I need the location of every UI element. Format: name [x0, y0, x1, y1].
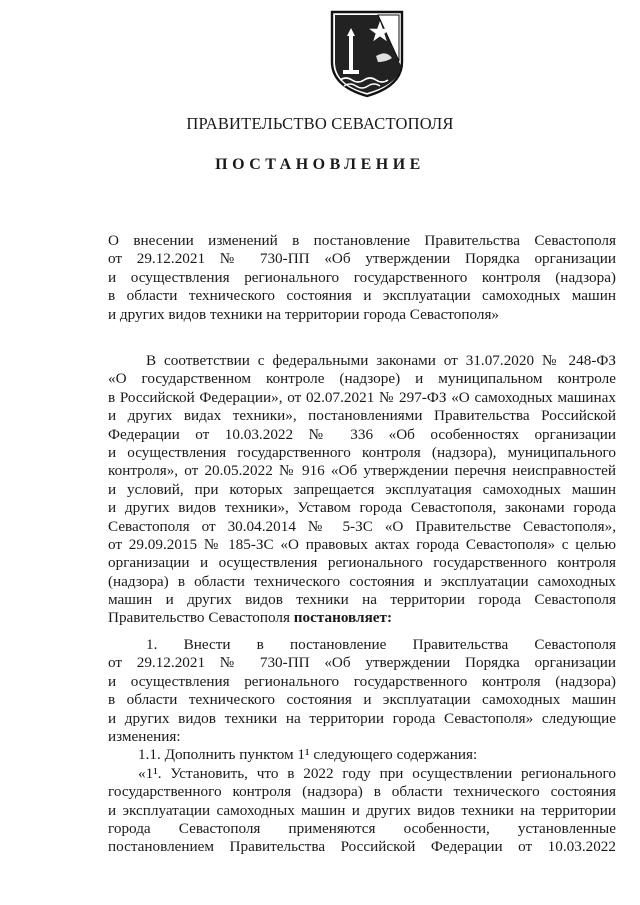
preamble-line: от 29.09.2015 № 185-ЗС «О правовых актах города Севастополя» с целью: [108, 535, 616, 553]
preamble-final-text: Правительство Севастополя: [108, 609, 294, 627]
item-line: и осуществления регионального государственного контроля (надзора): [108, 672, 616, 690]
document-title: [108, 232, 616, 324]
preamble-line: организации и осуществления регионального государственного контроля: [108, 554, 616, 572]
preamble-line: и других видов техники», Уставом города Севастополя, законами города: [108, 499, 616, 517]
item-line: и других видов техники на территории города Севастополя» следующие: [108, 709, 616, 727]
preamble-line: в Российской Федерации», от 02.07.2021 № 297-ФЗ «О самоходных машинах: [108, 388, 616, 406]
title-line: от 29.12.2021 № 730-ПП «Об утверждении Порядка организации: [108, 250, 616, 268]
preamble-final-line: [108, 609, 616, 627]
preamble: [108, 352, 616, 628]
preamble-line: В соответствии с федеральными законами от 31.07.2020 № 248-ФЗ: [146, 352, 616, 369]
quote-line: города Севастополя применяются особенности, установленные: [108, 819, 616, 837]
decree-keyword: постановляет:: [293, 609, 393, 627]
title-line: О внесении изменений в постановление Правительства Севастополя: [108, 232, 616, 249]
quote-line: государственного контроля (надзора) в области технического состояния: [108, 783, 616, 801]
item-line: изменения:: [108, 727, 181, 745]
title-line: и осуществления регионального государственного контроля (надзора): [108, 268, 616, 286]
sevastopol-coat-of-arms-icon: [328, 6, 406, 98]
preamble-line: машин и других видов техники на территории города Севастополя: [108, 591, 616, 609]
item-1-1-line: 1.1. Дополнить пунктом 1¹ следующего содержания:: [138, 746, 478, 764]
document-type: ПОСТАНОВЛЕНИЕ: [215, 156, 425, 173]
preamble-line: и осуществления государственного контроля (надзора), муниципального: [108, 443, 616, 461]
title-line: и других видов техники на территории города Севастополя»: [108, 305, 500, 323]
preamble-line: «О государственном контроле (надзоре) и муниципальном контроле: [108, 370, 616, 388]
item-line: 1. Внести в постановление Правительства Севастополя: [146, 636, 616, 653]
preamble-line: Севастополя от 30.04.2014 № 5-ЗС «О Правительстве Севастополя»,: [108, 517, 616, 535]
quote-line: постановлением Правительства Российской Федерации от 10.03.2022: [108, 838, 616, 856]
title-line: в области технического состояния и эксплуатации самоходных машин: [108, 287, 616, 305]
quote-line: и эксплуатации самоходных машин и других видов техники на территории: [108, 801, 616, 819]
preamble-line: Федерации от 10.03.2022 № 336 «Об особенностях организации: [108, 425, 616, 443]
preamble-line: (надзора) в области технического состояния и эксплуатации самоходных: [108, 572, 616, 590]
preamble-line: и других видах техники», постановлениями Правительства Российской: [108, 407, 616, 425]
quote-line: «1¹. Установить, что в 2022 году при осуществлении регионального: [138, 764, 616, 782]
item-line: от 29.12.2021 № 730-ПП «Об утверждении Порядка организации: [108, 654, 616, 672]
preamble-line: и условий, при которых запрещается эксплуатация самоходных машин: [108, 480, 616, 498]
item-1: [108, 636, 616, 857]
preamble-line: контроля», от 20.05.2022 № 916 «Об утверждении перечня неисправностей: [108, 462, 616, 480]
item-line: в области технического состояния и эксплуатации самоходных машин: [108, 691, 616, 709]
government-title: ПРАВИТЕЛЬСТВО СЕВАСТОПОЛЯ: [186, 114, 454, 133]
